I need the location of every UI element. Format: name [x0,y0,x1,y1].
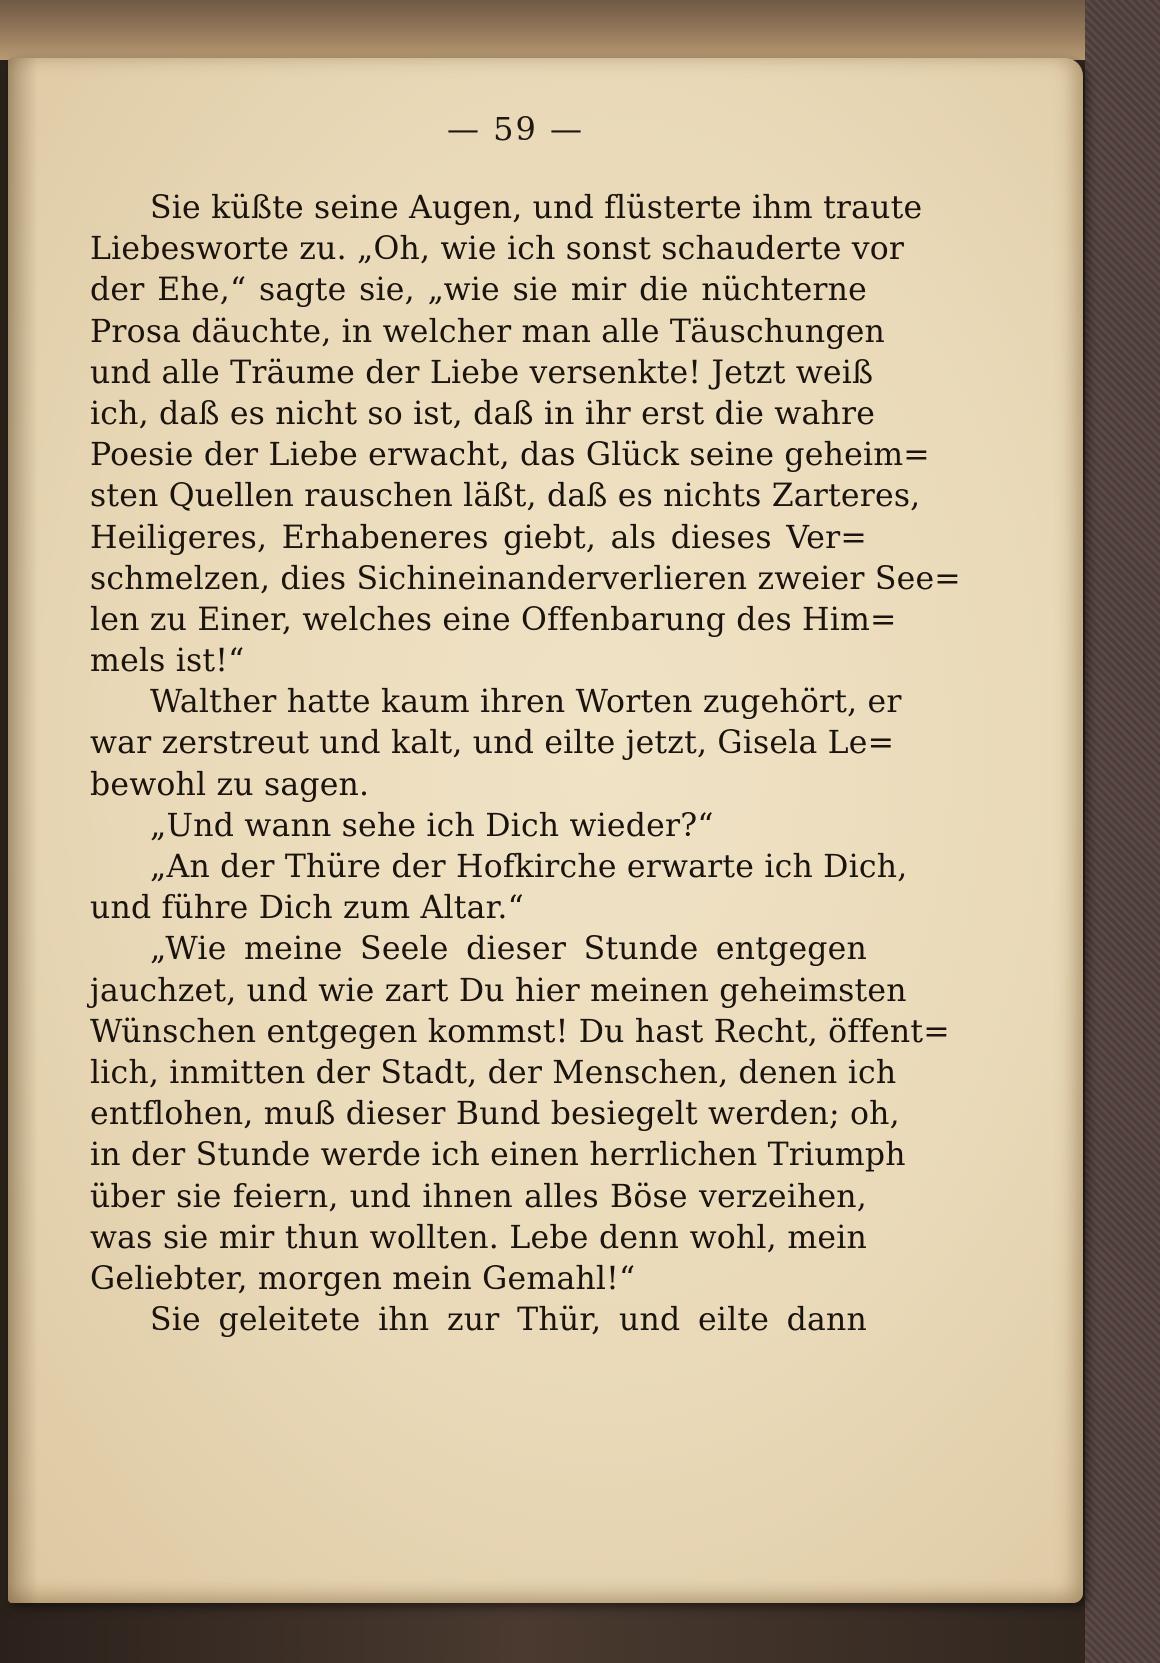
text-line: sten Quellen rauschen läßt, daß es nichts Zarteres, [90,478,921,515]
text-line: der Ehe,“ sagte sie, „wie sie mir die nüchterne [90,272,867,309]
text-line: Poesie der Liebe erwacht, das Glück seine geheim= [90,437,930,474]
text-line: bewohl zu sagen. [90,766,370,803]
text-line: len zu Einer, welches eine Offenbarung des Him= [90,601,897,638]
text-line: war zerstreut und kalt, und eilte jetzt, Gisela Le= [90,725,895,762]
text-line: Wünschen entgegen kommst! Du hast Recht, öffent= [90,1013,950,1050]
book-cover-edge [1085,0,1160,1663]
text-line: Geliebter, morgen mein Gemahl!“ [90,1260,636,1297]
text-line: „An der Thüre der Hofkirche erwarte ich Dich, [150,849,908,885]
book-top-edge [0,0,1100,60]
page-text [90,188,961,1341]
text-line: schmelzen, dies Sichineinanderverlieren zweier See= [90,560,961,597]
text-line: Walther hatte kaum ihren Worten zugehört, er [150,684,902,721]
text-line: und führe Dich zum Altar.“ [90,890,524,927]
page-gutter-shadow [8,58,38,1603]
text-line: „Und wann sehe ich Dich wieder?“ [150,807,714,844]
text-line: über sie feiern, und ihnen alles Böse verzeihen, [90,1178,867,1215]
text-line: Heiligeres, Erhabeneres giebt, als dieses Ver= [90,519,867,556]
text-line: lich, inmitten der Stadt, der Menschen, denen ich [90,1054,897,1091]
text-line: und alle Träume der Liebe versenkte! Jetzt weiß [90,354,874,391]
text-line: ich, daß es nicht so ist, daß in ihr erst die wahre [90,395,876,432]
text-line: in der Stunde werde ich einen herrlichen Triumph [90,1137,906,1174]
text-line: was sie mir thun wollten. Lebe denn wohl, mein [90,1219,867,1256]
text-line: jauchzet, und wie zart Du hier meinen geheimsten [90,972,907,1009]
text-line: entflohen, muß dieser Bund besiegelt werden; oh, [90,1096,900,1133]
book-page [8,58,1083,1603]
text-line: Sie geleitete ihn zur Thür, und eilte dann [150,1302,867,1339]
page-number: — 59 — [446,110,585,148]
text-line: Prosa däuchte, in welcher man alle Täuschungen [90,313,886,350]
text-line: „Wie meine Seele dieser Stunde entgegen [150,931,867,968]
text-line: mels ist!“ [90,643,245,680]
text-line: Sie küßte seine Augen, und flüsterte ihm traute [150,190,923,226]
text-line: Liebesworte zu. „Oh, wie ich sonst schauderte vor [90,231,905,268]
